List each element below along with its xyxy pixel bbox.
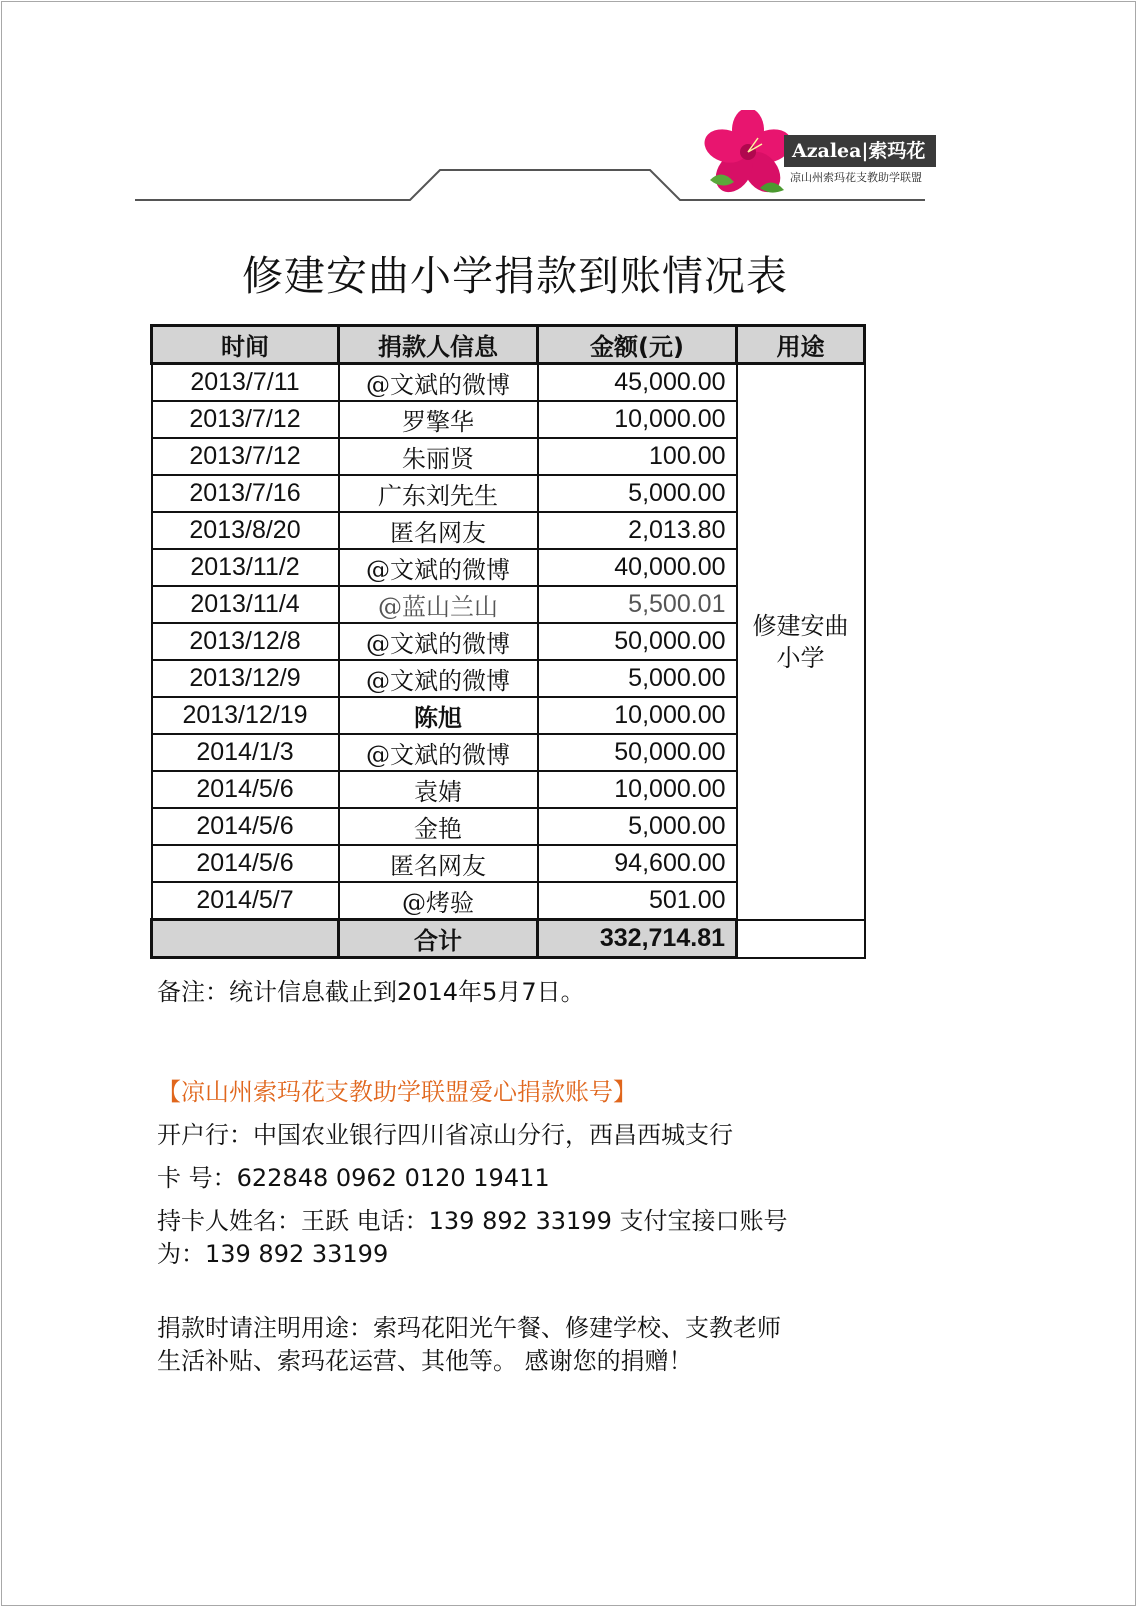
header-divider [0, 0, 1139, 210]
cell-amount: 40,000.00 [538, 549, 737, 586]
total-amount: 332,714.81 [538, 920, 737, 958]
cell-date: 2013/12/9 [152, 660, 339, 697]
cell-donor: @蓝山兰山 [339, 586, 538, 623]
cell-date: 2013/11/4 [152, 586, 339, 623]
account-heading: 【凉山州索玛花支教助学联盟爱心捐款账号】 [157, 1078, 637, 1106]
total-label: 合计 [339, 920, 538, 958]
total-blank-cell [152, 920, 339, 958]
cell-donor: @文斌的微博 [339, 734, 538, 771]
cell-amount: 5,000.00 [538, 475, 737, 512]
cell-donor: 匿名网友 [339, 512, 538, 549]
cell-date: 2013/8/20 [152, 512, 339, 549]
header-date: 时间 [152, 326, 339, 364]
note-text: 备注：统计信息截止到2014年5月7日。 [157, 978, 585, 1006]
cell-amount: 5,000.00 [538, 660, 737, 697]
cell-date: 2014/1/3 [152, 734, 339, 771]
cell-date: 2013/7/16 [152, 475, 339, 512]
closing-line-2: 生活补贴、索玛花运营、其他等。 感谢您的捐赠！ [157, 1347, 693, 1375]
cell-amount: 100.00 [538, 438, 737, 475]
header-donor: 捐款人信息 [339, 326, 538, 364]
cell-donor: 朱丽贤 [339, 438, 538, 475]
azalea-logo [700, 110, 940, 200]
cell-amount: 10,000.00 [538, 697, 737, 734]
cell-donor: @文斌的微博 [339, 549, 538, 586]
cell-date: 2014/5/6 [152, 771, 339, 808]
table-row [152, 364, 865, 402]
cell-date: 2014/5/6 [152, 808, 339, 845]
header-amount: 金额(元) [538, 326, 737, 364]
cell-amount: 10,000.00 [538, 771, 737, 808]
cell-amount: 50,000.00 [538, 623, 737, 660]
cell-donor: @文斌的微博 [339, 660, 538, 697]
cell-amount: 10,000.00 [538, 401, 737, 438]
cell-amount: 94,600.00 [538, 845, 737, 882]
bank-line: 开户行：中国农业银行四川省凉山分行，西昌西城支行 [157, 1121, 733, 1149]
logo-subtitle: 凉山州索玛花支教助学联盟 [790, 171, 922, 184]
cell-date: 2014/5/6 [152, 845, 339, 882]
cell-amount: 5,500.01 [538, 586, 737, 623]
page-title: 修建安曲小学捐款到账情况表 [242, 252, 788, 300]
closing-line-1: 捐款时请注明用途：索玛花阳光午餐、修建学校、支教老师 [157, 1314, 781, 1342]
cell-date: 2013/11/2 [152, 549, 339, 586]
cell-amount: 50,000.00 [538, 734, 737, 771]
cell-donor: 广东刘先生 [339, 475, 538, 512]
total-purpose-cell [737, 920, 865, 958]
cell-date: 2013/12/19 [152, 697, 339, 734]
holder-line-2: 为：139 892 33199 [157, 1240, 389, 1268]
cell-amount: 45,000.00 [538, 364, 737, 402]
header-purpose: 用途 [737, 326, 865, 364]
cell-date: 2014/5/7 [152, 882, 339, 920]
cell-amount: 501.00 [538, 882, 737, 920]
cell-date: 2013/7/12 [152, 401, 339, 438]
cell-amount: 2,013.80 [538, 512, 737, 549]
cell-donor: 金艳 [339, 808, 538, 845]
cell-donor: @文斌的微博 [339, 364, 538, 402]
cell-date: 2013/7/11 [152, 364, 339, 402]
card-line: 卡 号：622848 0962 0120 19411 [157, 1164, 550, 1192]
cell-donor: 罗擎华 [339, 401, 538, 438]
cell-donor: @文斌的微博 [339, 623, 538, 660]
table-header-row [152, 326, 865, 364]
cell-amount: 5,000.00 [538, 808, 737, 845]
cell-date: 2013/12/8 [152, 623, 339, 660]
donation-table [150, 324, 866, 959]
total-row [152, 920, 865, 958]
cell-date: 2013/7/12 [152, 438, 339, 475]
cell-donor: 匿名网友 [339, 845, 538, 882]
cell-donor: @烤验 [339, 882, 538, 920]
holder-line-1: 持卡人姓名：王跃 电话：139 892 33199 支付宝接口账号 [157, 1207, 788, 1235]
cell-donor: 袁婧 [339, 771, 538, 808]
cell-purpose: 修建安曲小学 [737, 364, 865, 920]
logo-brand: Azalea|索玛花 [784, 135, 936, 167]
cell-donor: 陈旭 [339, 697, 538, 734]
